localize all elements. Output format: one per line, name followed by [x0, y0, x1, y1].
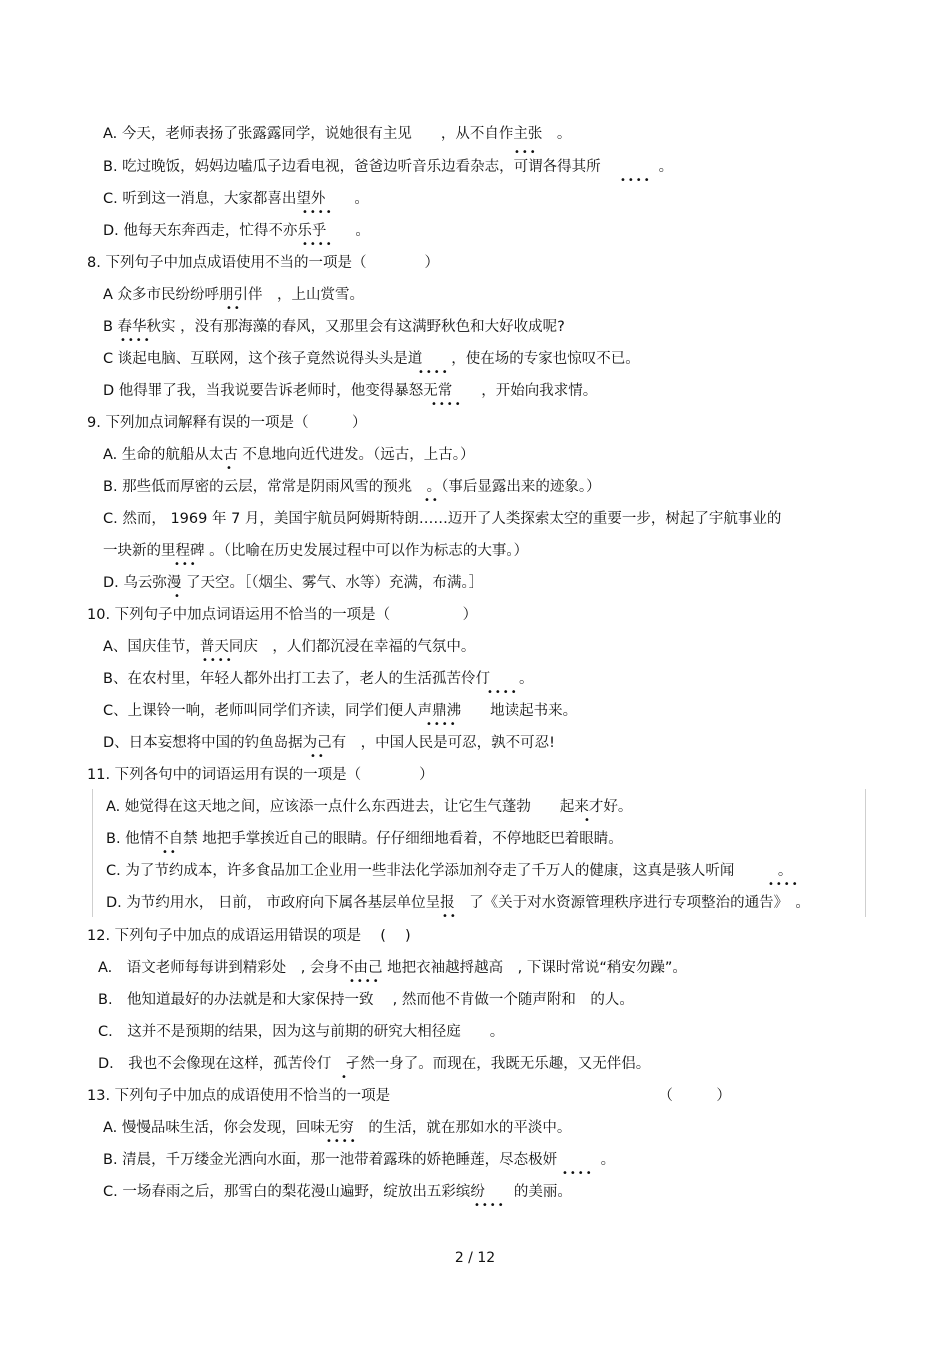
emphasis-dots: ••••: [474, 1200, 506, 1211]
emphasis-dots: •••: [514, 147, 538, 158]
emphasis-dots: ••••: [418, 367, 450, 378]
option-line: A. 慢慢品味生活，你会发现，回味无穷 的生活，就在那如水的平淡中。: [103, 1120, 572, 1136]
emphasis-dots: •••: [174, 559, 198, 570]
option-line: A、国庆佳节，普天同庆 ，人们都沉浸在幸福的气氛中。: [103, 639, 476, 655]
emphasis-dots: ••••: [562, 1168, 594, 1179]
option-line: D. 为节约用水， 日前， 市政府向下属各基层单位呈报 了《关于对水资源管理秩序进行专项整治的通告》 。: [106, 895, 810, 911]
emphasis-dots: •: [174, 591, 182, 602]
emphasis-dots: ••••: [202, 655, 234, 666]
option-line: B. 吃过晚饭，妈妈边嗑瓜子边看电视，爸爸边听音乐边看杂志，可谓各得其所 。: [103, 159, 674, 175]
option-line: D 他得罪了我，当我说要告诉老师时，他变得暴怒无常 ，开始向我求情。: [103, 383, 598, 399]
option-line: B. 那些低而厚密的云层，常常是阴雨风雪的预兆 。（事后显露出来的迹象。）: [103, 479, 601, 495]
option-line: B. 他知道最好的办法就是和大家保持一致 , 然而他不肯做一个随声附和 的人。: [98, 992, 634, 1008]
option-line: C 谈起电脑、互联网，这个孩子竟然说得头头是道 ，使在场的专家也惊叹不已。: [103, 351, 640, 367]
option-line: B. 他情不自禁 地把手掌挨近自己的眼睛。仔仔细细地看着，不停地眨巴着眼睛。: [106, 831, 623, 847]
emphasis-dots: ••: [424, 495, 440, 506]
option-line: D. 乌云弥漫 了天空。［（烟尘、雾气、水等）充满，布满。］: [103, 575, 484, 591]
option-line: C. 听到这一消息，大家都喜出望外 。: [103, 191, 369, 207]
emphasis-dots: ••••: [487, 687, 519, 698]
emphasis-dots: ••••: [302, 239, 334, 250]
option-line: D、日本妄想将中国的钓鱼岛据为己有 ，中国人民是可忍，孰不可忍!: [103, 735, 555, 751]
question-8-stem: 8. 下列句子中加点成语使用不当的一项是（ ）: [87, 255, 439, 271]
emphasis-dots: ••: [162, 847, 178, 858]
option-line: B. 清晨，千万缕金光洒向水面，那一池带着露珠的娇艳睡莲，尽态极妍 。: [103, 1152, 616, 1168]
emphasis-dots: ••••: [349, 976, 381, 987]
option-line: A. 生命的航船从太古 不息地向近代进发。（远古，上古。）: [103, 447, 475, 463]
option-line: B 春华秋实 ，没有那海藻的春风，又那里会有这满野秋色和大好收成呢?: [103, 319, 565, 335]
option-line: A. 语文老师每每讲到精彩处 , 会身不由己 地把衣袖越捋越高 , 下课时常说“稍安勿躁”。: [98, 960, 687, 976]
emphasis-dots: ••••: [326, 1136, 358, 1147]
emphasis-dots: ••: [226, 303, 242, 314]
question-12-stem: 12. 下列句子中加点的成语运用错误的项是 ( ): [87, 928, 411, 944]
option-line: D. 他每天东奔西走，忙得不亦乐乎 。: [103, 223, 370, 239]
option-line: B、在农村里，年轻人都外出打工去了，老人的生活孤苦伶仃 。: [103, 671, 534, 687]
emphasis-dots: ••••: [302, 207, 334, 218]
option-line: A. 她觉得在这天地之间，应该添一点什么东西进去，让它生气蓬勃 起来才好。: [106, 799, 633, 815]
option-line: D. 我也不会像现在这样，孤苦伶仃 孑然一身了。而现在，我既无乐趣，又无伴侣。: [98, 1056, 651, 1072]
question-13-stem: 13. 下列句子中加点的成语使用不恰当的一项是 （ ）: [87, 1088, 731, 1104]
emphasis-dots: •: [226, 463, 234, 474]
option-line: C. 然而， 1969 年 7 月，美国宇航员阿姆斯特朗……迈开了人类探索太空的重要一步，树起了宇航事业的: [103, 511, 782, 527]
emphasis-dots: ••••: [620, 175, 652, 186]
option-line: C、上课铃一响，老师叫同学们齐读，同学们便人声鼎沸 地读起书来。: [103, 703, 578, 719]
option-line: A. 今天，老师表扬了张露露同学，说她很有主见 ，从不自作主张 。: [103, 126, 572, 142]
option-line: 一块新的里程碑 。（比喻在历史发展过程中可以作为标志的大事。）: [103, 543, 529, 559]
emphasis-dots: •: [341, 1072, 349, 1083]
option-line: A 众多市民纷纷呼朋引伴 ，上山赏雪。: [103, 287, 365, 303]
option-line: C. 这并不是预期的结果，因为这与前期的研究大相径庭 。: [98, 1024, 505, 1040]
emphasis-dots: ••••: [768, 879, 800, 890]
emphasis-dots: ••••: [120, 335, 152, 346]
emphasis-dots: •: [584, 815, 592, 826]
emphasis-dots: ••••: [426, 719, 458, 730]
question-9-stem: 9. 下列加点词解释有误的一项是（ ）: [87, 415, 367, 431]
question-11-stem: 11. 下列各句中的词语运用有误的一项是（ ）: [87, 767, 434, 783]
page-number: 2 / 12: [454, 1250, 496, 1266]
option-line: C. 为了节约成本，许多食品加工企业用一些非法化学添加剂夺走了千万人的健康，这真是骇人听闻 。: [106, 863, 793, 879]
emphasis-dots: ••: [310, 751, 326, 762]
option-line: C. 一场春雨之后，那雪白的梨花漫山遍野，绽放出五彩缤纷 的美丽。: [103, 1184, 572, 1200]
question-10-stem: 10. 下列句子中加点词语运用不恰当的一项是（ ）: [87, 607, 478, 623]
emphasis-dots: ••••: [431, 399, 463, 410]
emphasis-dots: ••: [442, 911, 458, 922]
